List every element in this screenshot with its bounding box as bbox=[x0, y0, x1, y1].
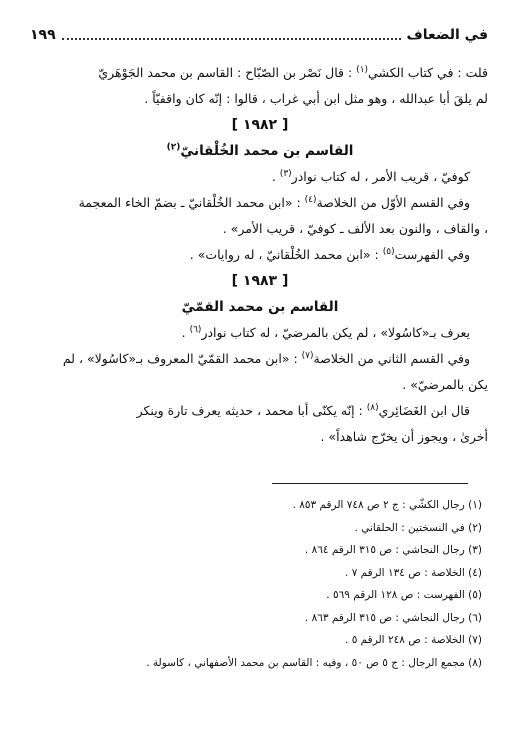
entry-1982-line-2: وفي القسم الأوّل من الخلاصة$^{(٤)}$ : «ابن محمد الخُلْقانيّ ـ بضمّ الخاء المعجمة bbox=[78, 194, 470, 210]
footnote-ref-6[interactable]: (٦) bbox=[189, 324, 202, 335]
footnote-2: (٢) في النسختين : الحلقاني . bbox=[354, 521, 482, 534]
entry-1982-title: القاسم بن محمد الخُلْقانيّ$^{(٢)}$ bbox=[166, 142, 354, 159]
footnote-ref-7[interactable]: (٧) bbox=[301, 350, 314, 361]
entry-1983-title: القاسم بن محمد القمّيّ bbox=[181, 299, 339, 315]
footnote-separator bbox=[272, 483, 468, 484]
footnote-ref-5[interactable]: (٥) bbox=[382, 246, 395, 257]
footnote-7: (٧) الخلاصة : ص ٢٤٨ الرقم ٥ . bbox=[345, 634, 482, 646]
entry-1982-line-3: ، والقاف ، والنون بعد الألف ـ كوفيّ ، قريب الأمر» . bbox=[222, 221, 488, 236]
entry-1983-line-4: قال ابن الغَضَائِري$^{(٨)}$ : إنّه يكنّى أبا محمد ، حديثه يعرف تارة وينكر bbox=[136, 402, 470, 418]
page-number: ١٩٩ bbox=[30, 27, 56, 43]
main-text bbox=[32, 60, 488, 450]
footnote-ref-2[interactable]: (٢) bbox=[166, 142, 181, 153]
entry-1983-line-1: يعرف بـ«كاسُولا» ، لم يكن بالمرضيّ ، له كتاب نوادر$^{(٦)}$ . bbox=[181, 324, 470, 340]
entry-1983-line-3: يكن بالمرضيّ» . bbox=[402, 377, 488, 392]
paragraph-1-line-1: قلت : في كتاب الكشي$^{(١)}$ : قال نَصْر بن الصّبّاح : القاسم بن محمد الجَوْهَريّ bbox=[98, 64, 488, 80]
footnote-ref-3[interactable]: (٣) bbox=[279, 168, 292, 179]
running-title: في الضعاف bbox=[406, 27, 488, 43]
footnote-5: (٥) الفهرست : ص ١٢٨ الرقم ٥٦٩ . bbox=[326, 589, 482, 601]
footnote-ref-8[interactable]: (٨) bbox=[366, 402, 379, 413]
footnotes bbox=[34, 494, 482, 674]
footnote-ref-4[interactable]: (٤) bbox=[304, 194, 317, 205]
entry-1982-line-1: كوفيّ ، قريب الأمر ، له كتاب نوادر$^{(٣)}$ . bbox=[271, 168, 470, 184]
entry-1983-number: [ ١٩٨٣ ] bbox=[231, 273, 289, 289]
page-header bbox=[30, 24, 488, 46]
footnote-ref-1[interactable]: (١) bbox=[356, 64, 369, 75]
footnote-6: (٦) رجال النجاشي : ص ٣١٥ الرقم ٨٦٣ . bbox=[304, 611, 482, 624]
footnote-1: (١) رجال الكشّي : ج ٢ ص ٧٤٨ الرقم ٨٥٣ . bbox=[292, 499, 482, 511]
header-dot-leader bbox=[62, 38, 401, 40]
footnote-8: (٨) مجمع الرجال : ج ٥ ص ٥٠ ، وفيه : القاسم بن محمد الأصفهاني ، كاسولة . bbox=[146, 656, 482, 669]
paragraph-1-line-2: لم يلقَ أبا عبدالله ، وهو مثل ابن أبي غراب ، قالوا : إنّه كان واقفيّاً . bbox=[144, 91, 488, 106]
entry-1982-number: [ ١٩٨٢ ] bbox=[231, 117, 289, 133]
entry-1982-line-4: وفي الفهرست$^{(٥)}$ : «ابن محمد الخُلْقانيّ ، له روايات» . bbox=[189, 246, 470, 262]
entry-1983-line-2: وفي القسم الثاني من الخلاصة$^{(٧)}$ : «ابن محمد القمّيّ المعروف بـ«كاسُولا» ، لم bbox=[62, 350, 470, 366]
entry-1983-line-5: أخرىٰ ، ويجوز أن يخرّج شاهداً» . bbox=[320, 429, 488, 444]
footnote-3: (٣) رجال النجاشي : ص ٣١٥ الرقم ٨٦٤ . bbox=[304, 544, 482, 556]
footnote-4: (٤) الخلاصة : ص ١٣٤ الرقم ٧ . bbox=[345, 566, 482, 579]
